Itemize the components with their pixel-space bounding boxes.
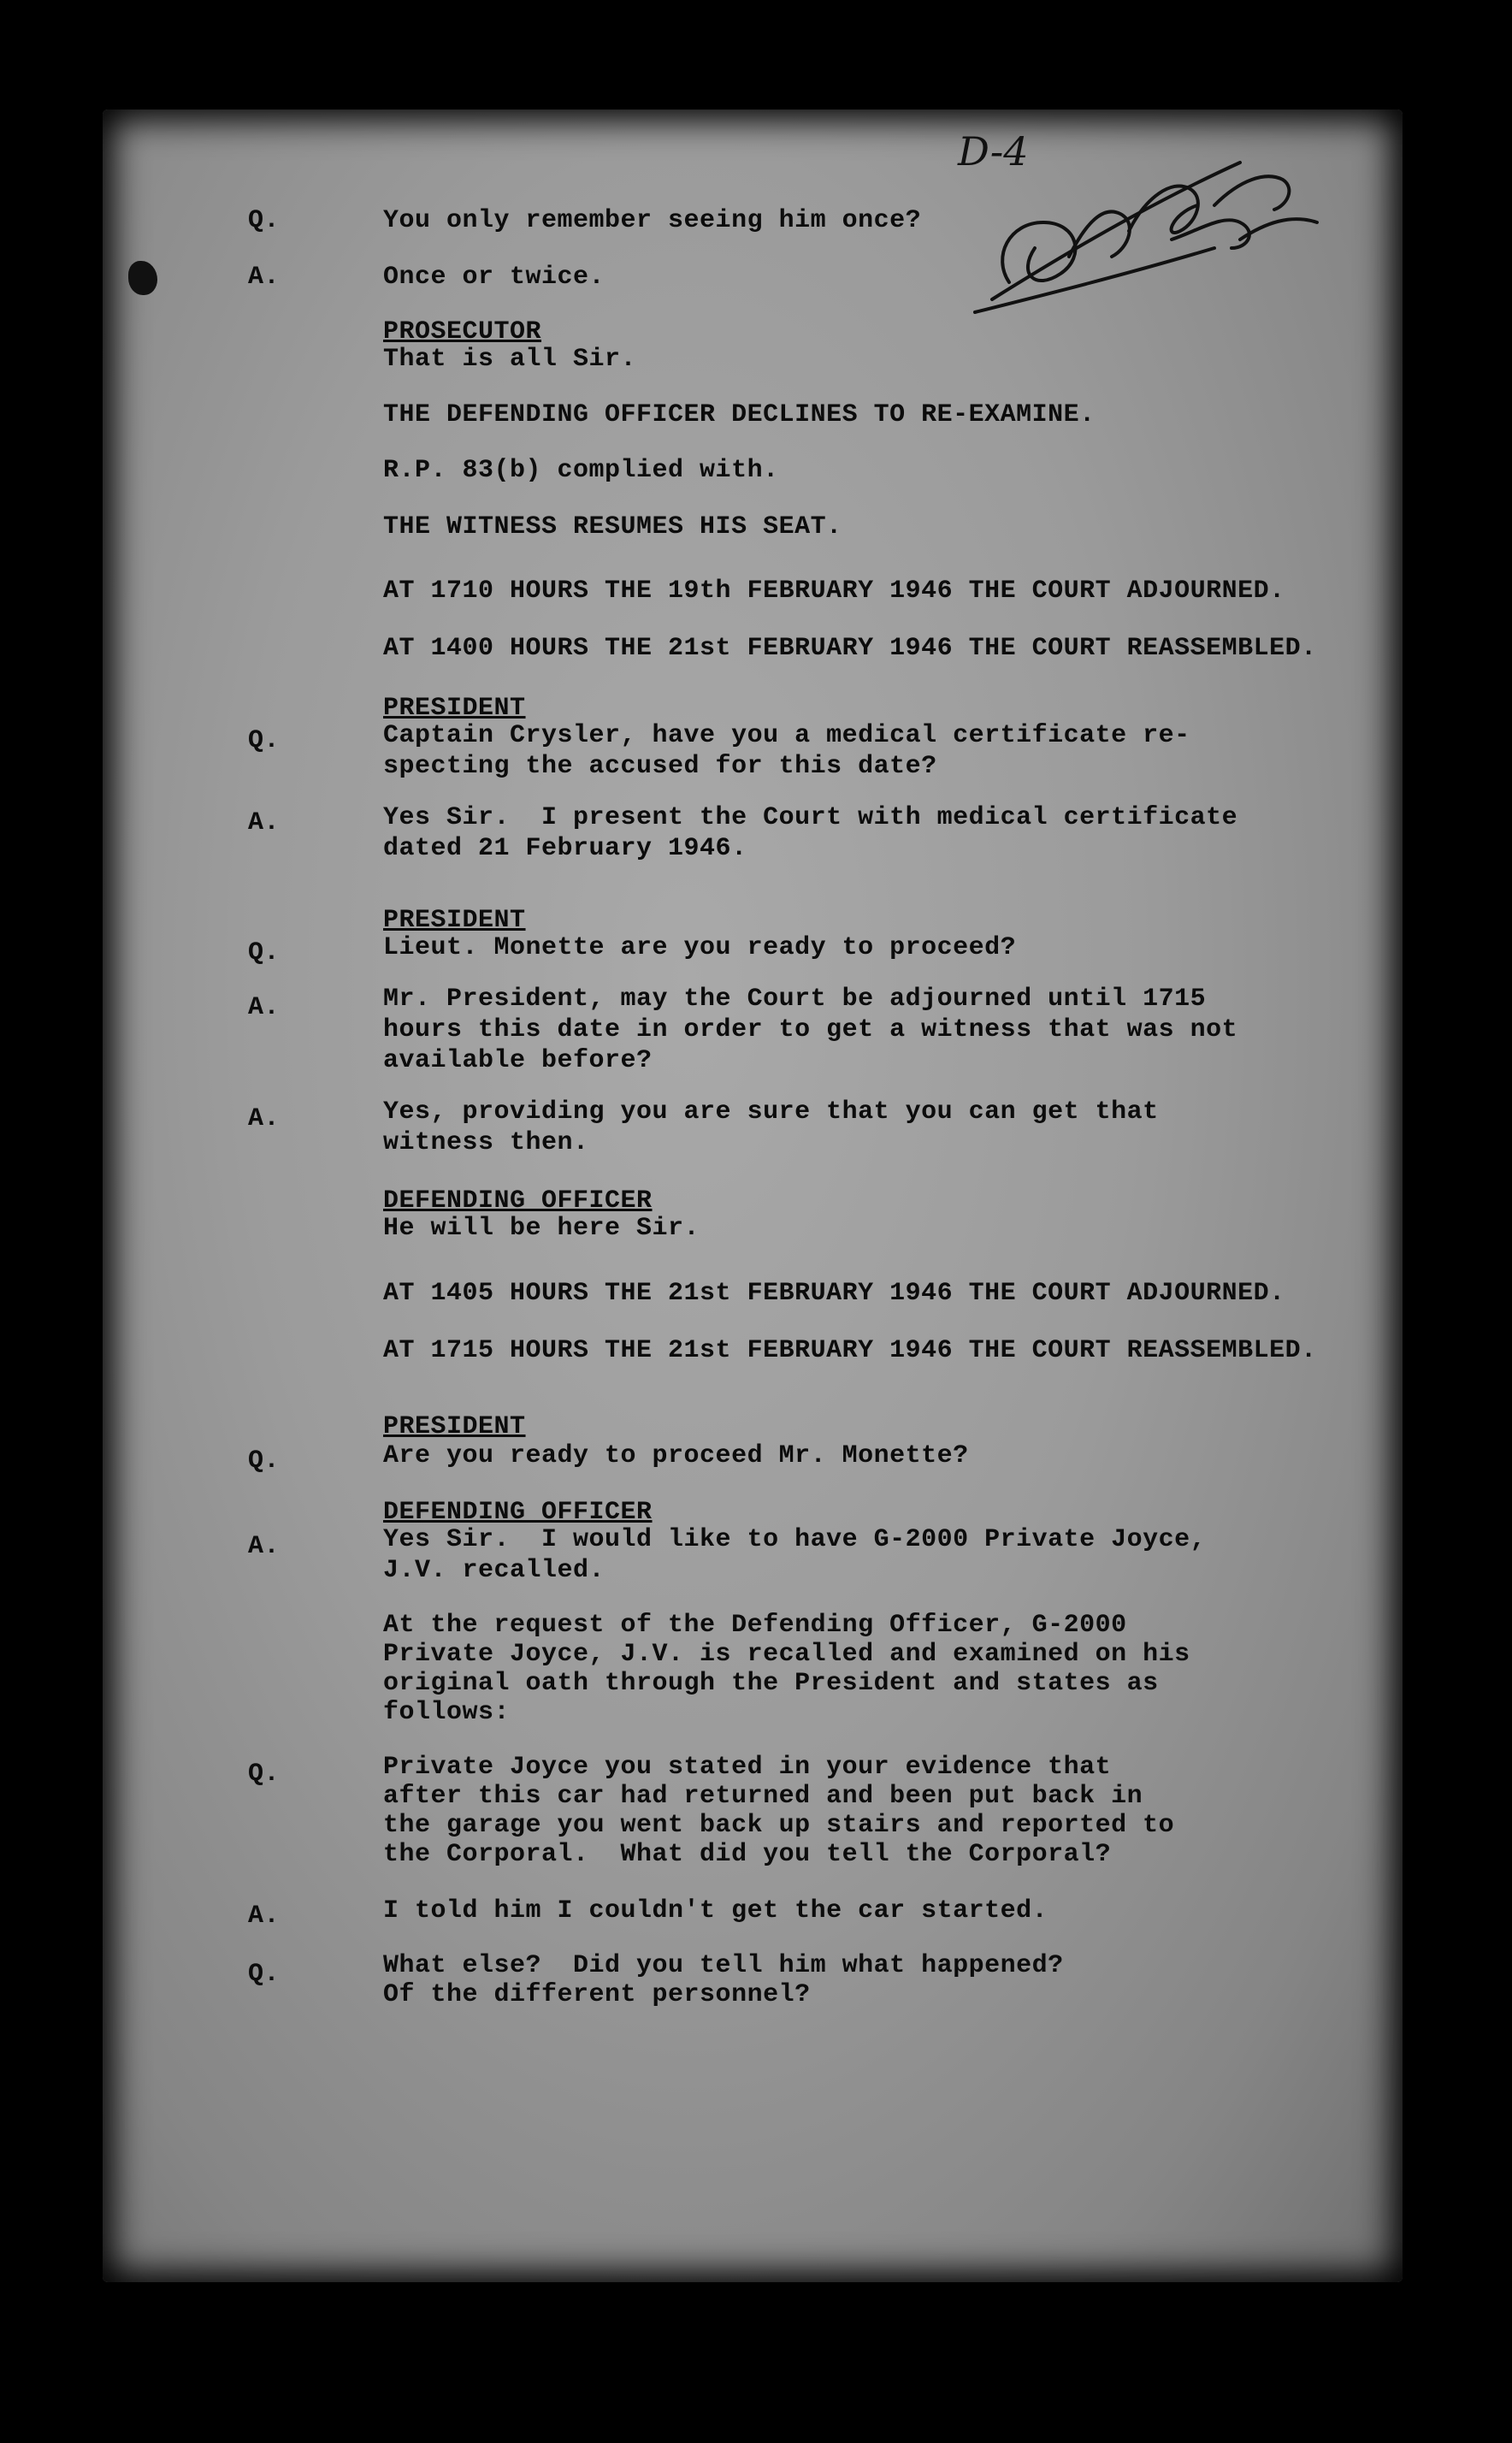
line-text: You only remember seeing him once? bbox=[383, 206, 922, 235]
speaker-heading: PRESIDENT bbox=[383, 1412, 526, 1441]
line-text: AT 1400 HOURS THE 21st FEBRUARY 1946 THE COURT REASSEMBLED. bbox=[383, 634, 1317, 663]
line-text: after this car had returned and been put back in bbox=[383, 1782, 1143, 1811]
line-text: That is all Sir. bbox=[383, 345, 637, 374]
speaker-heading: PRESIDENT bbox=[383, 906, 526, 935]
line-label: Q. bbox=[248, 1960, 281, 1989]
line-text: Yes Sir. I present the Court with medical certificate bbox=[383, 803, 1238, 832]
line-text: Yes Sir. I would like to have G-2000 Private Joyce, bbox=[383, 1525, 1207, 1554]
line-text: He will be here Sir. bbox=[383, 1214, 700, 1243]
line-text: follows: bbox=[383, 1698, 511, 1727]
speaker-heading: PROSECUTOR bbox=[383, 317, 542, 346]
line-text: AT 1405 HOURS THE 21st FEBRUARY 1946 THE COURT ADJOURNED. bbox=[383, 1279, 1285, 1308]
line-label: Q. bbox=[248, 206, 281, 235]
line-text: the Corporal. What did you tell the Corporal? bbox=[383, 1840, 1112, 1869]
line-label: Q. bbox=[248, 1760, 281, 1789]
line-text: R.P. 83(b) complied with. bbox=[383, 456, 779, 485]
line-text: original oath through the President and states as bbox=[383, 1669, 1159, 1698]
line-text: hours this date in order to get a witness that was not bbox=[383, 1015, 1238, 1044]
line-label: A. bbox=[248, 808, 281, 837]
speaker-heading: PRESIDENT bbox=[383, 694, 526, 723]
line-text: specting the accused for this date? bbox=[383, 752, 937, 781]
line-label: A. bbox=[248, 263, 281, 292]
line-text: Once or twice. bbox=[383, 263, 605, 292]
line-label: A. bbox=[248, 993, 281, 1022]
speaker-heading: DEFENDING OFFICER bbox=[383, 1186, 653, 1216]
line-text: the garage you went back up stairs and reported to bbox=[383, 1811, 1175, 1840]
line-label: A. bbox=[248, 1902, 281, 1931]
line-text: available before? bbox=[383, 1046, 653, 1075]
line-text: Private Joyce, J.V. is recalled and examined on his bbox=[383, 1640, 1190, 1669]
line-text: Lieut. Monette are you ready to proceed? bbox=[383, 933, 1017, 962]
line-text: Mr. President, may the Court be adjourned until 1715 bbox=[383, 985, 1207, 1014]
line-text: AT 1715 HOURS THE 21st FEBRUARY 1946 THE COURT REASSEMBLED. bbox=[383, 1336, 1317, 1365]
line-text: AT 1710 HOURS THE 19th FEBRUARY 1946 THE COURT ADJOURNED. bbox=[383, 577, 1285, 606]
line-label: A. bbox=[248, 1104, 281, 1133]
line-label: Q. bbox=[248, 726, 281, 755]
speaker-heading: DEFENDING OFFICER bbox=[383, 1498, 653, 1527]
page-reference-mark: D-4 bbox=[958, 128, 1029, 174]
line-text: THE DEFENDING OFFICER DECLINES TO RE-EXAMINE. bbox=[383, 400, 1096, 429]
line-text: At the request of the Defending Officer, G-2000 bbox=[383, 1611, 1127, 1640]
ink-blot bbox=[128, 261, 157, 295]
line-text: What else? Did you tell him what happened? bbox=[383, 1951, 1064, 1980]
line-text: THE WITNESS RESUMES HIS SEAT. bbox=[383, 512, 842, 541]
line-text: J.V. recalled. bbox=[383, 1556, 605, 1585]
line-text: witness then. bbox=[383, 1128, 589, 1157]
line-text: Yes, providing you are sure that you can get that bbox=[383, 1097, 1159, 1127]
line-label: Q. bbox=[248, 938, 281, 967]
line-text: dated 21 February 1946. bbox=[383, 834, 747, 863]
line-text: Of the different personnel? bbox=[383, 1980, 811, 2009]
line-text: I told him I couldn't get the car started. bbox=[383, 1896, 1048, 1925]
line-text: Are you ready to proceed Mr. Monette? bbox=[383, 1441, 969, 1470]
line-label: A. bbox=[248, 1532, 281, 1561]
line-text: Private Joyce you stated in your evidence that bbox=[383, 1753, 1112, 1782]
line-text: Captain Crysler, have you a medical certificate re- bbox=[383, 721, 1190, 750]
handwritten-signature bbox=[958, 128, 1334, 325]
line-label: Q. bbox=[248, 1446, 281, 1476]
